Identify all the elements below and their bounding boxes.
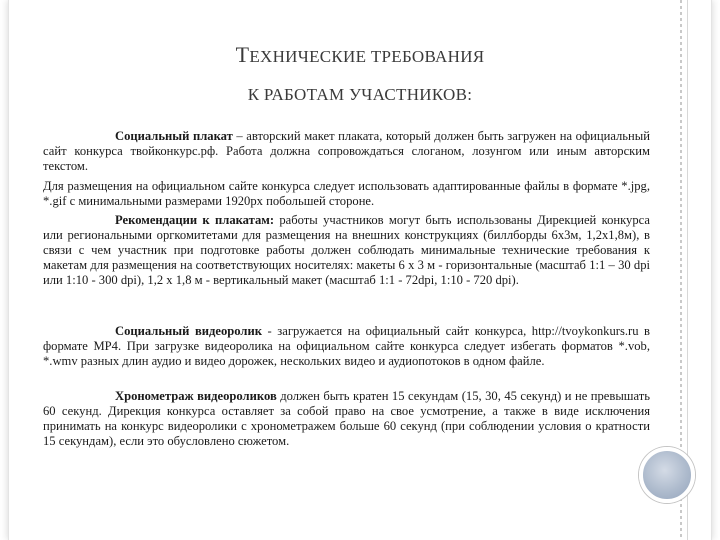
paragraph-body: - загружается на официальный сайт конкурса, http://tvoykonkurs.ru в формате MP4. При загрузке видеоролика на официальном сайте конкурса следует избегать форматов *.vob, *.wmv разных длин аудио и видео дорожек, нескольких видео и аудиопотоков в одном файле. xyxy=(43,324,651,368)
paragraph-heading: Социальный видеоролик xyxy=(115,324,262,338)
paragraph-body: должен быть кратен 15 секундам (15, 30, 45 секунд) и не превышать 60 секунд. Дирекция конкурса оставляет за собой право на свое усмотрение, а также в виде исключения принимать на конкурс видеоролики с хронометражем больше 60 секунд (при соблюдении условия о кратности 15 секундам), если это обусловлено сюжетом. xyxy=(43,389,650,448)
paragraph-video-timing xyxy=(43,389,650,449)
paragraph-body: – авторский макет плаката, который должен быть загружен на официальный сайт конкурса твойконкурс.рф. Работа должна сопровождаться слоганом, лозунгом или иным авторским текстом. xyxy=(43,129,650,173)
paragraph-social-video xyxy=(43,324,650,369)
paragraph-file-formats xyxy=(43,179,650,209)
paragraph-heading: Хронометраж видеороликов xyxy=(115,389,277,403)
paragraph-body: Для размещения на официальном сайте конкурса следует использовать адаптированные файлы в формате *.jpg, *.gif с минимальными размерами 1920px побольшей стороне. xyxy=(43,179,650,208)
paragraph-poster-recommendations xyxy=(43,213,650,288)
paragraph-body: работы участников могут быть использованы Дирекцией конкурса или региональными оргкомитетами для размещения на внешних конструкциях (биллборды 6х3м, 1,2х1,8м), в связи с чем участник при подготовке работы должен соблюдать минимальные технические требования к макетам для размещения на соответствующих носителях: макеты 6 х 3 м - горизонтальные (масштаб 1:1 – 30 dpi или 1:10 - 300 dpi), 1,2 х 1,8 м - вертикальный макет (масштаб 1:1 - 72dpi, 1:10 - 720 dpi). xyxy=(43,213,650,287)
title-rest: ЕХНИЧЕСКИЕ ТРЕБОВАНИЯ xyxy=(249,47,485,66)
slide-title-line1 xyxy=(0,42,720,68)
paragraph-heading: Рекомендации к плакатам: xyxy=(115,213,275,227)
slide-title-line2: К РАБОТАМ УЧАСТНИКОВ: xyxy=(247,85,473,104)
paragraph-social-poster xyxy=(43,129,650,174)
paragraph-heading: Социальный плакат xyxy=(115,129,233,143)
title-initial: Т xyxy=(235,42,250,67)
decorative-circle xyxy=(639,447,695,503)
